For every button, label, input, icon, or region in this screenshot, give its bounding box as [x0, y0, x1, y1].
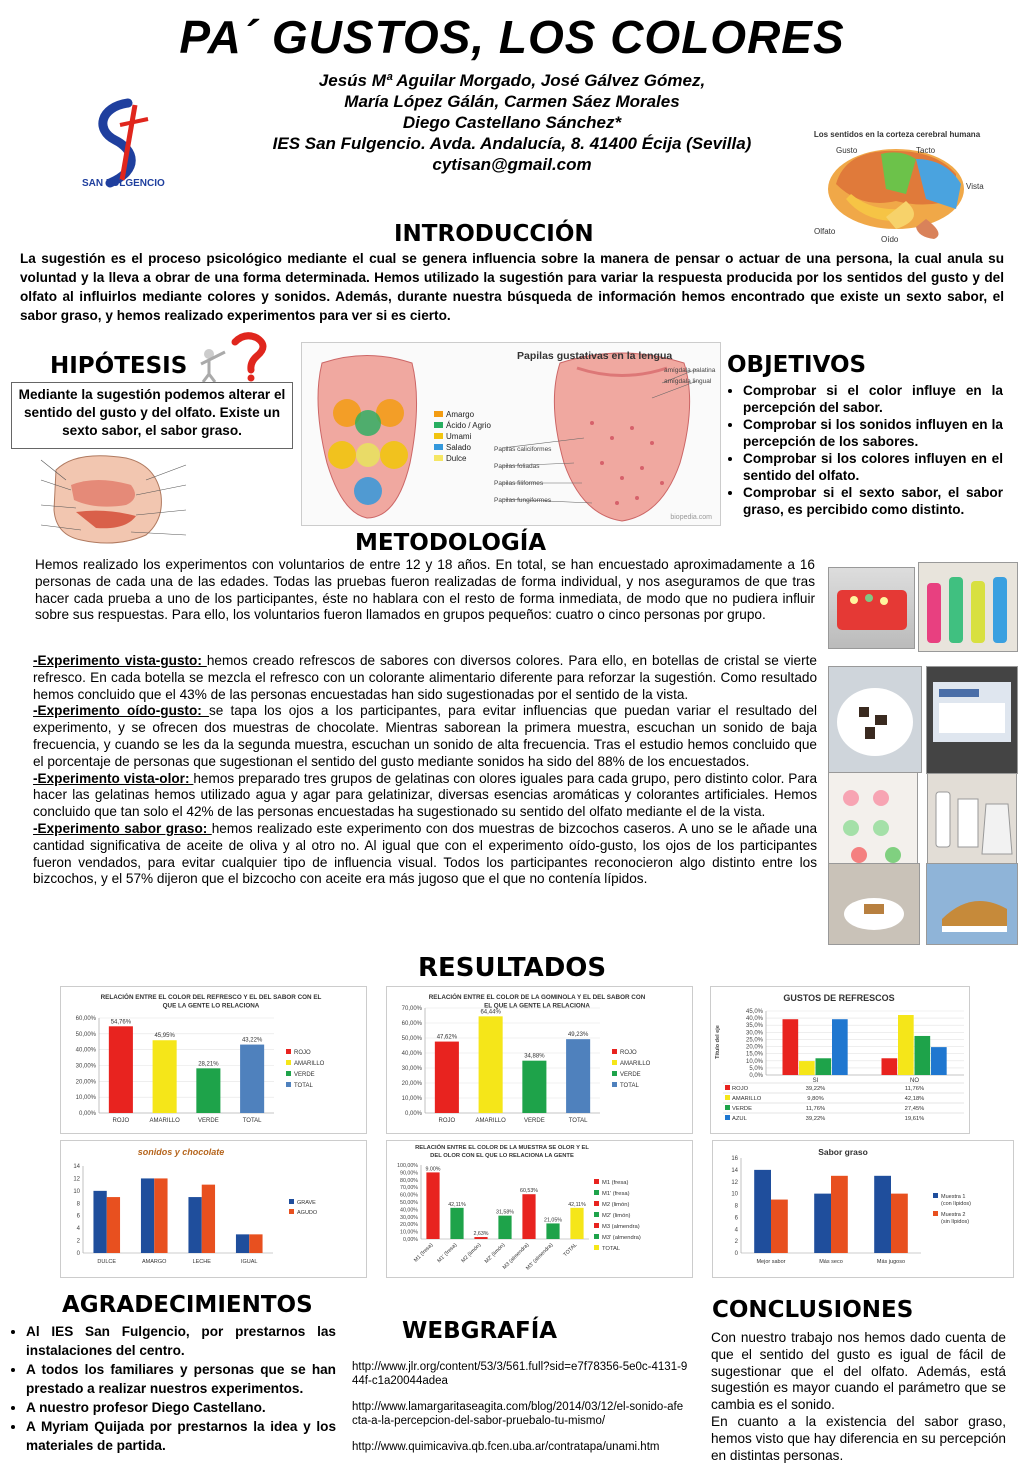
bar — [799, 1061, 815, 1075]
legend-label: AZUL — [732, 1116, 747, 1122]
y-tick-label: 12 — [731, 1179, 738, 1186]
legend-label: Salado — [446, 443, 471, 452]
y-tick-label: 10,00% — [75, 1095, 96, 1102]
y-tick-label: 40,00% — [401, 1051, 422, 1057]
legend-label: (sin lípidos) — [941, 1219, 970, 1225]
y-tick-label: 100,00% — [397, 1163, 418, 1169]
photo-gummy-tray — [828, 567, 915, 649]
x-tick-label: IGUAL — [240, 1259, 258, 1265]
brain-illustration — [806, 130, 988, 248]
bar — [816, 1058, 832, 1075]
y-tick-label: 90,00% — [400, 1170, 418, 1177]
y-tick-label: 2 — [76, 1238, 80, 1245]
legend-label: Umami — [446, 432, 472, 441]
legend-label: TOTAL — [294, 1083, 313, 1089]
bar — [188, 1197, 201, 1253]
data-label: 39,22% — [805, 1086, 826, 1092]
question-mark-illustration — [195, 332, 275, 382]
x-tick-label: AMARILLO — [475, 1118, 506, 1124]
y-tick-label: 4 — [734, 1227, 738, 1234]
legend-label: M2 (limón) — [602, 1202, 630, 1208]
x-tick-label: M1' (fresa) — [436, 1242, 459, 1265]
bar — [546, 1223, 559, 1239]
y-tick-label: 14 — [731, 1167, 738, 1174]
data-label: 43,22% — [241, 1037, 263, 1044]
legend-label: VERDE — [294, 1072, 315, 1078]
objetivo-item: • Comprobar si los colores influyen en el sentido del olfato. — [743, 450, 1003, 484]
y-tick-label: 70,00% — [400, 1185, 418, 1192]
exp-oido-gusto-text: se tapa los ojos a los participantes, para evitar influencias que puedan variar el resultado del experimento, y se ofrecen dos muestras de chocolate. Mientras saborean la primera muestra, escuchan un sonido de baja frecuencia, y cuando se les da la segunda muestra, escuchan un sonido de alta frecuencia. Tras el estudio hemos concluido que el porcentaje de personas que sugestionan el sentido del gusto mediante sonidos ha sido del 88% de los encuestados. — [33, 703, 817, 769]
y-tick-label: 40,00% — [400, 1207, 418, 1214]
y-tick-label: 0,00% — [78, 1111, 96, 1117]
intro-heading: INTRODUCCIÓN — [394, 221, 594, 247]
x-tick-label: LECHE — [192, 1259, 211, 1265]
y-tick-label: 0 — [76, 1251, 80, 1257]
y-tick-label: 50,00% — [401, 1036, 422, 1042]
bar — [153, 1040, 177, 1113]
chart-gustos-refrescos — [710, 986, 970, 1134]
data-label: 2,63% — [473, 1231, 489, 1238]
chart-sabor-graso — [712, 1140, 1014, 1278]
legend-label: TOTAL — [602, 1246, 621, 1252]
bar — [426, 1172, 439, 1239]
conclusiones-paragraph-2: En cuanto a la existencia del sabor graso, hemos visto que hay diferencia en su percepción en distintas personas. — [711, 1413, 1006, 1463]
legend-swatch — [289, 1209, 294, 1214]
data-label: 42,11% — [448, 1201, 466, 1208]
y-tick-label: 12 — [73, 1176, 80, 1183]
chart-sonidos-chocolate — [60, 1140, 367, 1278]
bar — [450, 1208, 463, 1239]
data-label: 27,45% — [904, 1106, 925, 1112]
data-label: 34,88% — [524, 1053, 545, 1060]
hipotesis-text: Mediante la sugestión podemos alterar el sentido del gusto y del olfato. Existe un sexto sabor, el sabor graso. — [18, 387, 286, 438]
x-tick-label: Más jugoso — [876, 1259, 906, 1265]
authors-line-1: Jesús Mª Aguilar Morgado, José Gálvez Gómez, — [318, 71, 706, 90]
legend-swatch — [434, 455, 443, 461]
legend-swatch — [612, 1049, 617, 1054]
photo-colored-bottles — [918, 562, 1018, 652]
x-tick-label: M2 (limón) — [460, 1242, 483, 1265]
y-axis-title: Título del eje — [715, 1025, 721, 1059]
webgrafia-links — [352, 1360, 688, 1454]
y-tick-label: 10,0% — [745, 1058, 763, 1065]
legend-swatch — [594, 1190, 599, 1195]
school-logo — [80, 95, 180, 195]
exp-sabor-graso-title: -Experimento sabor graso: — [33, 820, 212, 836]
y-tick-label: 30,00% — [75, 1063, 96, 1070]
y-tick-label: 10,00% — [400, 1229, 418, 1236]
experiments-block — [33, 653, 817, 888]
bar — [202, 1185, 215, 1253]
bar — [109, 1026, 133, 1113]
y-tick-label: 25,0% — [745, 1037, 763, 1044]
bar — [874, 1176, 891, 1253]
legend-label: AMARILLO — [620, 1061, 651, 1067]
x-tick-label: NO — [910, 1078, 919, 1084]
y-tick-label: 10 — [731, 1191, 738, 1198]
photo-chocolate-plate — [828, 666, 922, 773]
data-label: 60,53% — [520, 1188, 538, 1195]
photo-gelatin-samples — [828, 772, 918, 872]
x-tick-label: DULCE — [97, 1259, 117, 1265]
legend-swatch — [434, 411, 443, 417]
tongue-mid-label: Papilas foliadas — [494, 463, 540, 470]
legend-swatch — [286, 1060, 291, 1065]
legend-label: AGUDO — [297, 1210, 318, 1216]
agradecimiento-item: • Al IES San Fulgencio, por prestarnos las instalaciones del centro. — [26, 1322, 336, 1360]
legend-label: VERDE — [732, 1106, 752, 1112]
data-label: 9,80% — [807, 1096, 824, 1102]
y-tick-label: 40,00% — [75, 1047, 96, 1054]
poster-title: PA´ GUSTOS, LOS COLORES — [179, 11, 845, 63]
exp-vista-olor-title: -Experimento vista-olor: — [33, 770, 194, 786]
exp-vista-gusto-text: hemos creado refrescos de sabores con diversos colores. Para ello, en botellas de cristal se vierte refresco. En cada botella se mezcla el refresco con un colorante alimentario diferente para reforzar la sugestión. Como resultado hemos concluido que el 43% de las personas encuestadas han sido sugestionadas por el sentido de la vista. — [33, 653, 817, 702]
tongue-legend — [434, 409, 491, 464]
webgrafia-link[interactable]: http://www.lamargaritaseagita.com/blog/2014/03/12/el-sonido-afecta-a-la-percepcion-del-sabor-pruebalo-tu-mismo/ — [352, 1401, 684, 1427]
bar — [931, 1047, 947, 1075]
chart-title: RELACIÓN ENTRE EL COLOR DE LA GOMINOLA Y EL DEL SABOR CON — [428, 994, 646, 1001]
legend-label: Ácido / Agrio — [446, 421, 491, 430]
brain-title: Los sentidos en la corteza cerebral humana — [813, 130, 981, 139]
brain-label-olfato: Olfato — [814, 227, 836, 236]
legend-label: M1 (fresa) — [602, 1180, 629, 1186]
y-tick-label: 2 — [734, 1239, 738, 1246]
brain-label-oido: Oído — [881, 235, 899, 244]
tongue-title: Papilas gustativas en la lengua — [517, 350, 673, 362]
legend-label: AMARILLO — [294, 1061, 325, 1067]
y-tick-label: 6 — [734, 1215, 738, 1222]
bar — [435, 1042, 459, 1113]
legend-label: Muestra 2 — [941, 1212, 966, 1218]
chart-title: RELACIÓN ENTRE EL COLOR DE LA MUESTRA SE OLOR Y EL — [415, 1145, 589, 1151]
authors-line-3: Diego Castellano Sánchez* — [402, 113, 622, 132]
bar — [570, 1208, 583, 1239]
bar — [93, 1191, 106, 1253]
bar — [754, 1170, 771, 1253]
y-tick-label: 0 — [734, 1251, 738, 1257]
agradecimientos-list — [10, 1322, 336, 1455]
legend-swatch — [594, 1234, 599, 1239]
data-label: 42,11% — [568, 1201, 586, 1208]
y-tick-label: 8 — [734, 1203, 738, 1210]
legend-swatch — [434, 422, 443, 428]
legend-label: AMARILLO — [732, 1096, 762, 1102]
legend-label: ROJO — [620, 1050, 637, 1056]
x-tick-label: Mejor sabor — [756, 1259, 786, 1265]
bar — [771, 1200, 788, 1253]
chart-title: sonidos y chocolate — [137, 1147, 225, 1157]
conclusiones-text — [711, 1330, 1006, 1464]
data-label: 19,61% — [904, 1116, 925, 1122]
bar — [814, 1194, 831, 1253]
legend-swatch — [725, 1105, 730, 1110]
x-tick-label: Más seco — [819, 1259, 843, 1265]
data-label: 39,22% — [805, 1116, 826, 1122]
chart-title: GUSTOS DE REFRESCOS — [783, 993, 895, 1003]
y-tick-label: 20,00% — [401, 1081, 422, 1087]
legend-label: ROJO — [732, 1086, 749, 1092]
data-label: 21,05% — [544, 1217, 562, 1224]
x-tick-label: AMARILLO — [149, 1118, 180, 1124]
bar — [832, 1019, 848, 1075]
legend-label: (con lípidos) — [941, 1201, 971, 1207]
x-tick-label: TOTAL — [242, 1118, 262, 1124]
photo-computer-screen — [926, 666, 1018, 774]
exp-vista-olor-text: hemos preparado tres grupos de gelatinas con olores iguales para cada grupo, pero distinto color. Para hacer las gelatinas hemos utilizado agua y agar para gelatinizar, diversas esencias aromáticas y colorantes artificiales. Hemos concluido que tan solo el 42% de las personas encuestadas ha sugestionado su sentido del olfato mediante el de la vista. — [33, 770, 818, 820]
y-tick-label: 80,00% — [400, 1177, 418, 1184]
metodologia-heading: METODOLOGÍA — [355, 530, 547, 556]
agradecimiento-item: • A nuestro profesor Diego Castellano. — [26, 1398, 336, 1417]
objetivo-item: • Comprobar si el color influye en la percepción del sabor. — [743, 382, 1003, 416]
chart-olor — [386, 1140, 693, 1278]
y-tick-label: 30,0% — [745, 1030, 763, 1037]
x-tick-label: VERDE — [524, 1118, 545, 1124]
legend-label: Amargo — [446, 410, 475, 419]
legend-label: VERDE — [620, 1072, 641, 1078]
x-tick-label: VERDE — [198, 1118, 219, 1124]
exp-vista-gusto-title: -Experimento vista-gusto: — [33, 653, 207, 668]
bar — [898, 1015, 914, 1075]
data-label: 54,76% — [110, 1019, 132, 1026]
brain-label-vista: Vista — [966, 182, 984, 191]
legend-label: Dulce — [446, 454, 467, 463]
exp-sabor-graso-text: hemos realizado este experimento con dos muestras de bizcochos caseros. A uno se le añade una cantidad significativa de aceite de oliva y al otro no. Al igual que con el experimento oído-gusto, los ojos de los participantes fueron vendados, para evitar cualquier tipo de influencia visual. Todos los participantes reconocieron algo distinto entre los bizcochos, y el 57% dijeron que el bizcocho con aceite era más jugoso que el que no contenía lípidos. — [33, 820, 818, 887]
legend-label: GRAVE — [297, 1200, 316, 1206]
x-tick-label: TOTAL — [568, 1118, 588, 1124]
agradecimiento-item: • A Myriam Quijada por prestarnos la idea y los materiales de partida. — [26, 1417, 336, 1455]
chart-gominola — [386, 986, 693, 1134]
photo-cake-tasting — [828, 863, 920, 945]
bar — [522, 1194, 535, 1239]
webgrafia-link[interactable]: http://www.quimicaviva.qb.fcen.uba.ar/contratapa/unami.htm — [352, 1441, 660, 1453]
y-tick-label: 8 — [76, 1201, 80, 1208]
hipotesis-box — [11, 382, 293, 449]
chart-refresco — [60, 986, 367, 1134]
data-label: 11,76% — [805, 1106, 826, 1112]
agradecimiento-item: • A todos los familiares y personas que se han prestado a realizar nuestros experimentos. — [26, 1360, 336, 1398]
bar — [522, 1061, 546, 1113]
legend-swatch — [612, 1060, 617, 1065]
legend-swatch — [286, 1049, 291, 1054]
tongue-papillae-diagram — [301, 342, 721, 526]
data-label: 47,62% — [436, 1034, 458, 1041]
y-tick-label: 5,0% — [749, 1065, 763, 1072]
chart-title: DEL OLOR CON EL QUE LO RELACIONA LA GENTE — [430, 1152, 574, 1159]
legend-swatch — [725, 1115, 730, 1120]
photo-sponge-cake — [926, 863, 1018, 945]
data-label: 31,58% — [496, 1209, 514, 1216]
legend-swatch — [933, 1211, 938, 1216]
bar — [783, 1019, 799, 1075]
bar — [882, 1058, 898, 1075]
y-tick-label: 20,00% — [75, 1079, 96, 1086]
x-tick-label: ROJO — [112, 1118, 130, 1124]
legend-swatch — [594, 1201, 599, 1206]
tongue-watermark: biopedia.com — [670, 514, 712, 521]
legend-swatch — [286, 1071, 291, 1076]
legend-label: Muestra 1 — [941, 1194, 966, 1200]
legend-swatch — [594, 1223, 599, 1228]
legend-label: M1' (fresa) — [602, 1191, 630, 1197]
x-tick-label: TOTAL — [562, 1242, 579, 1259]
school-address: IES San Fulgencio. Avda. Andalucía, 8. 41400 Écija (Sevilla) — [272, 134, 752, 153]
bar — [107, 1197, 120, 1253]
hipotesis-heading: HIPÓTESIS — [50, 353, 188, 379]
y-tick-label: 30,00% — [401, 1066, 422, 1072]
bar — [474, 1237, 487, 1239]
data-label: 49,23% — [567, 1032, 589, 1039]
y-tick-label: 6 — [76, 1213, 80, 1220]
legend-label: ROJO — [294, 1050, 311, 1056]
legend-label: TOTAL — [620, 1083, 639, 1089]
x-tick-label: M3' (almendra) — [525, 1242, 555, 1272]
contact-email: cytisan@gmail.com — [432, 155, 592, 174]
bar — [831, 1176, 848, 1253]
bar — [154, 1178, 167, 1253]
bar — [240, 1045, 264, 1113]
conclusiones-heading: CONCLUSIONES — [712, 1297, 914, 1323]
resultados-heading: RESULTADOS — [418, 953, 607, 983]
y-tick-label: 0,00% — [402, 1237, 418, 1243]
intro-text: La sugestión es el proceso psicológico mediante el cual se genera influencia sobre la manera de pensar o actuar de una persona, la cual anula su voluntad y la lleva a obrar de una forma determinada. Hemos utilizado la sugestión para variar la respuesta producida por los sentidos del gusto y del olfato al influirlos mediante colores y sonidos. Además, durante nuestra búsqueda de información hemos encontrado que existe un sexto sabor, el sabor graso, y hemos realizado experimentos para ver si es cierto. — [20, 251, 1004, 323]
legend-swatch — [286, 1082, 291, 1087]
bar — [479, 1016, 503, 1113]
data-label: 45,95% — [154, 1033, 175, 1040]
legend-swatch — [725, 1085, 730, 1090]
x-tick-label: M3 (almendra) — [501, 1242, 531, 1271]
data-label: 42,18% — [904, 1096, 925, 1102]
chart-title: EL QUE LA GENTE LA RELACIONA — [484, 1002, 590, 1010]
y-tick-label: 60,00% — [400, 1192, 418, 1199]
chart-title: Sabor graso — [818, 1147, 868, 1157]
y-tick-label: 0,00% — [404, 1111, 422, 1117]
x-tick-label: SI — [812, 1078, 819, 1084]
y-tick-label: 30,00% — [400, 1214, 418, 1221]
y-tick-label: 16 — [731, 1156, 738, 1162]
metodologia-intro: Hemos realizado los experimentos con voluntarios de entre 12 y 18 años. En total, se han encuestado aproximadamente a 16 personas de cada una de las edades. Todas las pruebas fueron realizadas de forma individual, y nos aseguramos de que tras hacer cada prueba a uno de los participantes, éste no hablara con el resto de forma inmediata, de modo que no pudiera influir sobre sus respuestas. Para ello, los voluntarios fueron llamados en grupos pequeños: cuatro o cinco personas por grupo. — [35, 557, 815, 623]
legend-label: M3' (almendra) — [602, 1235, 641, 1241]
agradecimientos-heading: AGRADECIMIENTOS — [62, 1292, 313, 1318]
y-tick-label: 20,00% — [400, 1222, 418, 1229]
authors-block — [200, 70, 824, 175]
x-tick-label: AMARGO — [142, 1259, 167, 1265]
objetivos-heading: OBJETIVOS — [727, 352, 867, 378]
legend-swatch — [594, 1245, 599, 1250]
bar — [498, 1216, 511, 1239]
nose-mouth-anatomy-illustration — [36, 450, 196, 550]
brain-label-gusto: Gusto — [836, 146, 858, 155]
tongue-right-label: amígdala lingual — [664, 378, 712, 385]
conclusiones-paragraph-1: Con nuestro trabajo nos hemos dado cuenta de que el sentido del gusto es igual de fácil de sugestionar que el del olfato. Además, está sugestión es mayor cuando el parámetro que se cambia es el sonido. — [711, 1330, 1006, 1413]
y-tick-label: 50,00% — [75, 1031, 96, 1038]
photo-lab-glassware — [927, 773, 1017, 872]
y-tick-label: 10,00% — [401, 1096, 422, 1102]
data-label: 64,44% — [480, 1009, 501, 1016]
legend-swatch — [594, 1179, 599, 1184]
y-tick-label: 4 — [76, 1226, 80, 1233]
y-tick-label: 40,0% — [745, 1016, 763, 1023]
x-tick-label: ROJO — [438, 1118, 456, 1124]
y-tick-label: 0,0% — [749, 1073, 763, 1079]
webgrafia-heading: WEBGRAFÍA — [402, 1318, 558, 1344]
logo-text: SAN FULGENCIO — [82, 178, 165, 189]
tongue-mid-label: Papilas fungiformes — [494, 497, 552, 504]
legend-swatch — [434, 444, 443, 450]
brain-label-tacto: Tacto — [916, 146, 936, 155]
y-tick-label: 50,00% — [400, 1200, 418, 1206]
legend-swatch — [434, 433, 443, 439]
bar — [915, 1036, 931, 1075]
y-tick-label: 20,0% — [745, 1044, 763, 1051]
bar — [196, 1068, 220, 1113]
bar — [249, 1234, 262, 1253]
legend-label: M3 (almendra) — [602, 1224, 640, 1230]
y-tick-label: 35,0% — [745, 1023, 763, 1030]
y-tick-label: 45,0% — [745, 1009, 763, 1015]
chart-title: QUE LA GENTE LO RELACIONA — [162, 1002, 260, 1010]
y-tick-label: 70,00% — [401, 1006, 422, 1012]
bar — [566, 1039, 590, 1113]
y-tick-label: 10 — [73, 1188, 80, 1195]
y-tick-label: 15,0% — [745, 1051, 763, 1058]
legend-swatch — [289, 1199, 294, 1204]
objetivo-item: • Comprobar si los sonidos influyen en la percepción de los sabores. — [743, 416, 1003, 450]
tongue-mid-labels — [494, 441, 551, 509]
bar — [141, 1178, 154, 1253]
chart-title: RELACIÓN ENTRE EL COLOR DEL REFRESCO Y EL DEL SABOR CON EL — [100, 994, 322, 1001]
data-label: 28,21% — [198, 1061, 219, 1068]
legend-swatch — [612, 1071, 617, 1076]
tongue-right-labels — [664, 365, 715, 387]
objetivo-item: • Comprobar si el sexto sabor, el sabor graso, es percibido como distinto. — [743, 484, 1003, 518]
x-tick-label: M1 (fresa) — [413, 1242, 435, 1264]
bar — [236, 1234, 249, 1253]
authors-line-2: María López Gálán, Carmen Sáez Morales — [344, 92, 680, 111]
webgrafia-link[interactable]: http://www.jlr.org/content/53/3/561.full?sid=e7f78356-5e0c-4131-944f-c1a20044adea — [352, 1361, 688, 1387]
y-tick-label: 60,00% — [401, 1021, 422, 1027]
objetivos-list — [727, 382, 1003, 518]
exp-oido-gusto-title: -Experimento oído-gusto: — [33, 703, 209, 719]
legend-swatch — [612, 1082, 617, 1087]
y-tick-label: 14 — [73, 1164, 80, 1170]
tongue-mid-label: Papilas filiformes — [494, 480, 544, 487]
data-label: 9.00% — [425, 1166, 441, 1173]
x-tick-label: M2' (limón) — [483, 1242, 507, 1265]
legend-swatch — [933, 1193, 938, 1198]
legend-swatch — [725, 1095, 730, 1100]
data-label: 11,76% — [904, 1086, 925, 1092]
tongue-mid-label: Papilas caliciformes — [494, 446, 552, 453]
legend-label: M2' (limón) — [602, 1213, 631, 1219]
legend-swatch — [594, 1212, 599, 1217]
y-tick-label: 60,00% — [75, 1016, 96, 1022]
bar — [891, 1194, 908, 1253]
tongue-right-label: amígdala palatina — [664, 367, 716, 374]
